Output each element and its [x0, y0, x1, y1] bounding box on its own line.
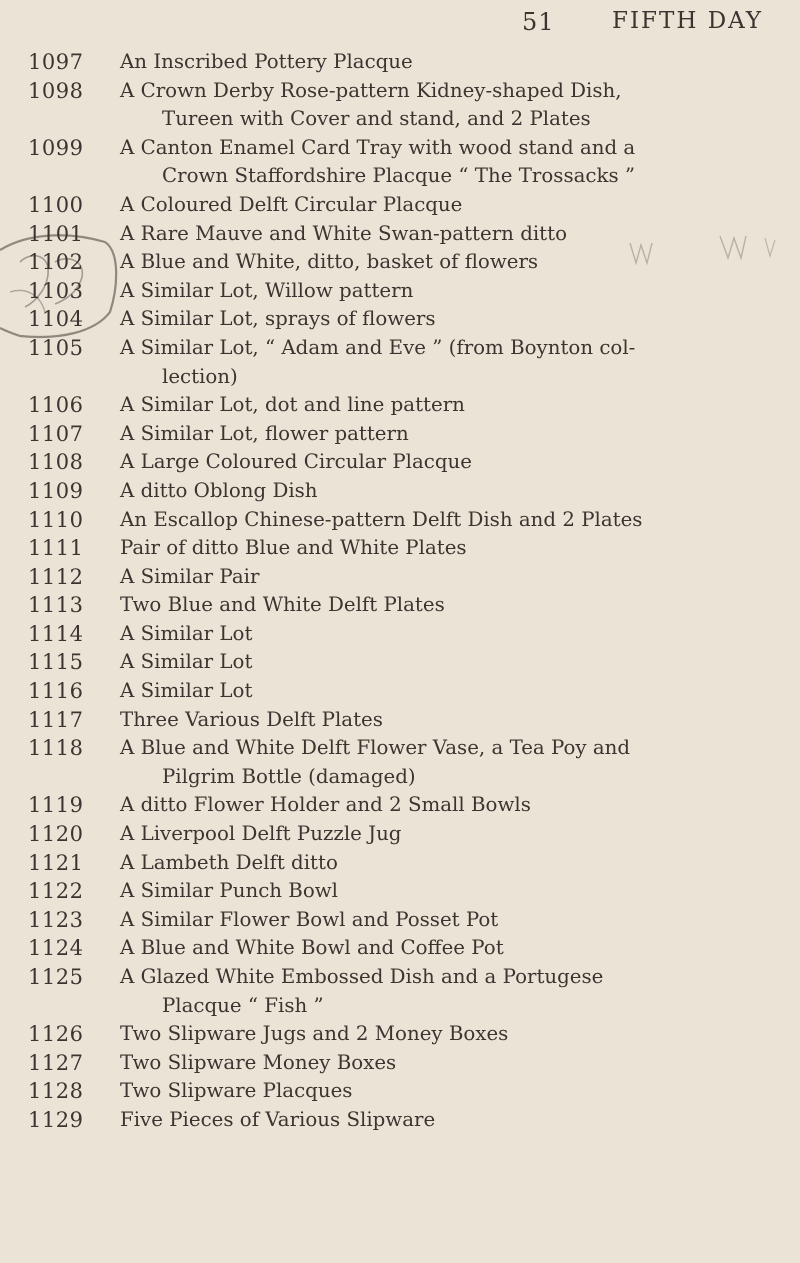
lot-entry — [0, 620, 800, 649]
lot-description — [118, 248, 760, 277]
lot-number: 1125 — [28, 965, 84, 989]
lot-description-line: A Coloured Delft Circular Placque — [120, 192, 463, 216]
lot-description-line: A Similar Lot, sprays of flowers — [120, 307, 436, 331]
lot-description-line: A Similar Punch Bowl — [120, 879, 338, 903]
lot-number: 1112 — [28, 564, 84, 589]
lot-entry — [0, 677, 800, 706]
lot-description-line: Five Pieces of Various Slipware — [120, 1107, 436, 1131]
lot-entry — [0, 1049, 800, 1078]
lot-number: 1104 — [28, 307, 84, 332]
lot-description — [118, 934, 760, 963]
lot-number: 1126 — [28, 1022, 84, 1047]
lot-number: 1110 — [28, 507, 84, 532]
lot-number: 1129 — [28, 1107, 84, 1132]
lot-number: 1122 — [28, 879, 84, 904]
lot-description — [118, 534, 760, 563]
lot-number: 1118 — [28, 736, 84, 761]
lot-description — [118, 1049, 760, 1078]
lot-description — [118, 506, 760, 535]
lot-entry — [0, 734, 800, 791]
lot-entry — [0, 48, 800, 77]
lot-description-continuation: Placque “ Fish ” — [162, 993, 324, 1017]
lot-number: 1102 — [28, 250, 84, 275]
lot-entry — [0, 1077, 800, 1106]
lot-description — [118, 963, 760, 1020]
lot-entry — [0, 391, 800, 420]
lot-number: 1128 — [28, 1079, 84, 1104]
lot-number: 1123 — [28, 907, 84, 932]
lot-entry — [0, 191, 800, 220]
lot-entry — [0, 648, 800, 677]
lot-number: 1106 — [28, 393, 84, 418]
lot-description — [118, 563, 760, 592]
lot-entry — [0, 448, 800, 477]
lot-description-line: A Similar Flower Bowl and Posset Pot — [120, 907, 499, 931]
lot-description — [118, 734, 760, 791]
lot-description-line: A Liverpool Delft Puzzle Jug — [120, 822, 402, 846]
page-number: 51 — [522, 8, 555, 36]
lot-entry — [0, 934, 800, 963]
lot-description-line: A Similar Lot, dot and line pattern — [120, 393, 465, 417]
lot-description-line: A Similar Lot, flower pattern — [120, 421, 409, 445]
lot-number: 1107 — [28, 421, 84, 446]
lot-entry — [0, 1020, 800, 1049]
lot-entry — [0, 77, 800, 134]
lot-number: 1121 — [28, 850, 84, 875]
lot-description — [118, 77, 760, 134]
lot-description-line: Two Slipware Jugs and 2 Money Boxes — [120, 1022, 509, 1046]
lot-entry — [0, 591, 800, 620]
lot-entry — [0, 305, 800, 334]
lot-number: 1119 — [28, 793, 84, 818]
lot-list — [0, 48, 800, 1135]
lot-entry — [0, 877, 800, 906]
lot-description — [118, 1020, 760, 1049]
running-head: FIFTH DAY — [612, 8, 764, 34]
lot-entry — [0, 477, 800, 506]
lot-description — [118, 334, 760, 391]
lot-description-line: A Similar Lot — [120, 650, 253, 674]
lot-entry — [0, 906, 800, 935]
lot-description — [118, 620, 760, 649]
lot-entry — [0, 849, 800, 878]
lot-entry — [0, 248, 800, 277]
lot-entry — [0, 1106, 800, 1135]
lot-description — [118, 48, 760, 77]
lot-number: 1120 — [28, 822, 84, 847]
lot-description-line: A Blue and White Delft Flower Vase, a Tea Poy and — [120, 736, 631, 760]
lot-description — [118, 277, 760, 306]
lot-description-line: Two Slipware Money Boxes — [120, 1050, 397, 1074]
lot-description-line: Two Slipware Placques — [120, 1079, 353, 1103]
lot-number: 1113 — [28, 593, 84, 618]
lot-description-line: A Similar Pair — [120, 564, 260, 588]
lot-description — [118, 706, 760, 735]
lot-description-continuation: lection) — [162, 364, 238, 388]
lot-description — [118, 1106, 760, 1135]
lot-description-line: A Canton Enamel Card Tray with wood stand and a — [120, 135, 636, 159]
lot-description — [118, 448, 760, 477]
lot-description-line: A Lambeth Delft ditto — [120, 850, 338, 874]
lot-description — [118, 134, 760, 191]
page-header — [0, 8, 800, 38]
lot-entry — [0, 506, 800, 535]
lot-number: 1114 — [28, 621, 84, 646]
lot-entry — [0, 820, 800, 849]
lot-entry — [0, 563, 800, 592]
lot-number: 1099 — [28, 135, 84, 160]
lot-description-continuation: Crown Staffordshire Placque “ The Trossacks ” — [162, 164, 636, 188]
lot-description — [118, 220, 760, 249]
lot-description — [118, 477, 760, 506]
lot-number: 1115 — [28, 650, 84, 675]
lot-description — [118, 849, 760, 878]
lot-number: 1100 — [28, 192, 84, 217]
lot-entry — [0, 220, 800, 249]
lot-entry — [0, 963, 800, 1020]
lot-description-line: A ditto Oblong Dish — [120, 478, 318, 502]
lot-description — [118, 1077, 760, 1106]
lot-entry — [0, 706, 800, 735]
lot-entry — [0, 277, 800, 306]
lot-description — [118, 906, 760, 935]
lot-description-line: A Similar Lot, Willow pattern — [120, 278, 414, 302]
lot-number: 1124 — [28, 936, 84, 961]
lot-entry — [0, 334, 800, 391]
lot-description-continuation: Pilgrim Bottle (damaged) — [162, 764, 416, 788]
lot-description-line: A Crown Derby Rose-pattern Kidney-shaped Dish, — [120, 78, 622, 102]
lot-entry — [0, 534, 800, 563]
lot-entry — [0, 134, 800, 191]
lot-description — [118, 391, 760, 420]
lot-description — [118, 591, 760, 620]
lot-description-line: A Blue and White Bowl and Coffee Pot — [120, 936, 504, 960]
lot-description — [118, 877, 760, 906]
lot-description-line: Pair of ditto Blue and White Plates — [120, 536, 467, 560]
lot-description-line: A Similar Lot — [120, 679, 253, 703]
lot-number: 1103 — [28, 278, 84, 303]
lot-description-continuation: Tureen with Cover and stand, and 2 Plates — [162, 107, 591, 131]
lot-description — [118, 420, 760, 449]
lot-description — [118, 305, 760, 334]
lot-number: 1108 — [28, 450, 84, 475]
lot-description-line: An Escallop Chinese-pattern Delft Dish and 2 Plates — [120, 507, 643, 531]
lot-number: 1109 — [28, 478, 84, 503]
lot-number: 1117 — [28, 707, 84, 732]
lot-description-line: Three Various Delft Plates — [120, 707, 383, 731]
lot-description-line: A Large Coloured Circular Placque — [120, 450, 472, 474]
lot-entry — [0, 420, 800, 449]
lot-description-line: A Similar Lot, “ Adam and Eve ” (from Boynton col- — [120, 335, 636, 359]
lot-description — [118, 820, 760, 849]
lot-description — [118, 648, 760, 677]
lot-description-line: A Rare Mauve and White Swan-pattern ditto — [120, 221, 567, 245]
lot-number: 1101 — [28, 221, 84, 246]
lot-description-line: A ditto Flower Holder and 2 Small Bowls — [120, 793, 531, 817]
lot-number: 1111 — [28, 536, 84, 561]
lot-entry — [0, 791, 800, 820]
lot-description — [118, 677, 760, 706]
lot-description-line: A Blue and White, ditto, basket of flowers — [120, 250, 539, 274]
lot-number: 1127 — [28, 1050, 84, 1075]
lot-description-line: A Glazed White Embossed Dish and a Portugese — [120, 965, 604, 988]
lot-description-line: Two Blue and White Delft Plates — [120, 593, 445, 617]
lot-description — [118, 791, 760, 820]
lot-number: 1116 — [28, 679, 84, 704]
lot-description — [118, 191, 760, 220]
lot-number: 1098 — [28, 78, 84, 103]
lot-number: 1097 — [28, 50, 84, 74]
lot-number: 1105 — [28, 335, 84, 360]
lot-description-line: A Similar Lot — [120, 621, 253, 645]
lot-description-line: An Inscribed Pottery Placque — [120, 50, 413, 73]
